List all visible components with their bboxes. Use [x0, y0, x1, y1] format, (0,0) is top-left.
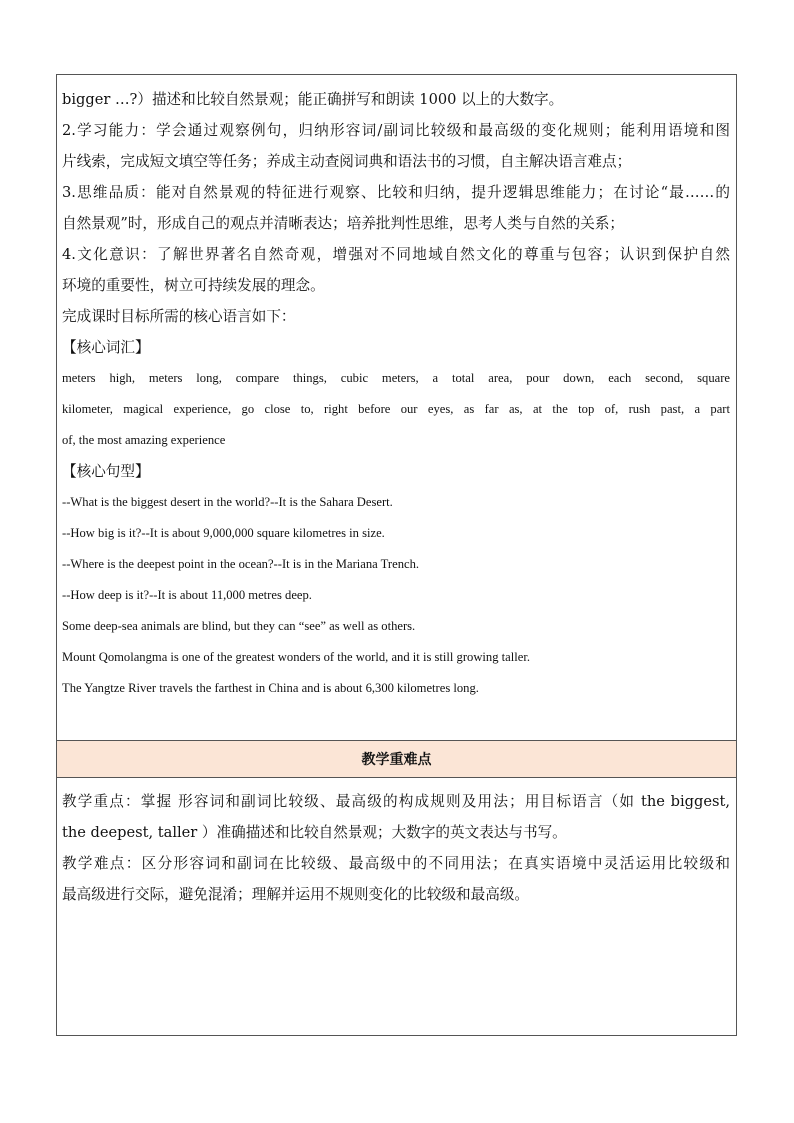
objective-line: 2.学习能力：学会通过观察例句，归纳形容词/副词比较级和最高级的变化规则；能利用语境和图 — [62, 122, 730, 139]
difficulty-line: 最高级进行交际，避免混淆；理解并运用不规则变化的比较级和最高级。 — [62, 886, 530, 903]
vocab-line: of, the most amazing experience — [62, 433, 226, 447]
key-points-header — [56, 740, 737, 778]
key-point-line: 教学重点：掌握 形容词和副词比较级、最高级的构成规则及用法；用目标语言（如 the biggest, — [62, 793, 730, 810]
key-points-heading: 教学重难点 — [361, 752, 432, 768]
objective-line: 环境的重要性，树立可持续发展的理念。 — [62, 277, 325, 294]
sentence-line: --Where is the deepest point in the ocean?--It is in the Mariana Trench. — [62, 557, 420, 571]
vocab-line: kilometer, magical experience, go close to, right before our eyes, as far as, at the top of, rush past, a part — [62, 402, 730, 416]
objective-line: 4.文化意识：了解世界著名自然奇观，增强对不同地域自然文化的尊重与包容；认识到保护自然 — [62, 246, 730, 263]
core-language-intro: 完成课时目标所需的核心语言如下： — [62, 308, 296, 325]
objective-line: 自然景观”时，形成自己的观点并清晰表达；培养批判性思维，思考人类与自然的关系； — [62, 215, 625, 232]
sentence-line: Mount Qomolangma is one of the greatest wonders of the world, and it is still growing taller. — [62, 650, 530, 664]
key-points-content — [62, 786, 730, 910]
objective-line: bigger …?）描述和比较自然景观；能正确拼写和朗读 1000 以上的大数字。 — [62, 91, 564, 108]
difficulty-line: 教学难点：区分形容词和副词在比较级、最高级中的不同用法；在真实语境中灵活运用比较级和 — [62, 855, 730, 872]
sentence-line: --What is the biggest desert in the world?--It is the Sahara Desert. — [62, 495, 393, 509]
sentence-heading: 【核心句型】 — [62, 463, 150, 480]
key-point-line: the deepest, taller ）准确描述和比较自然景观；大数字的英文表达与书写。 — [62, 824, 567, 841]
sentence-line: The Yangtze River travels the farthest in China and is about 6,300 kilometres long. — [62, 681, 479, 695]
vocab-heading: 【核心词汇】 — [62, 339, 150, 356]
sentence-line: --How deep is it?--It is about 11,000 metres deep. — [62, 588, 312, 602]
sentence-line: --How big is it?--It is about 9,000,000 square kilometres in size. — [62, 526, 385, 540]
vocab-line: meters high, meters long, compare things, cubic meters, a total area, pour down, each second, square — [62, 371, 730, 385]
objectives-content — [62, 84, 730, 704]
objective-line: 片线索，完成短文填空等任务；养成主动查阅词典和语法书的习惯，自主解决语言难点； — [62, 153, 632, 170]
objective-line: 3.思维品质：能对自然景观的特征进行观察、比较和归纳，提升逻辑思维能力；在讨论“最……的 — [62, 184, 730, 201]
sentence-line: Some deep-sea animals are blind, but they can “see” as well as others. — [62, 619, 416, 633]
